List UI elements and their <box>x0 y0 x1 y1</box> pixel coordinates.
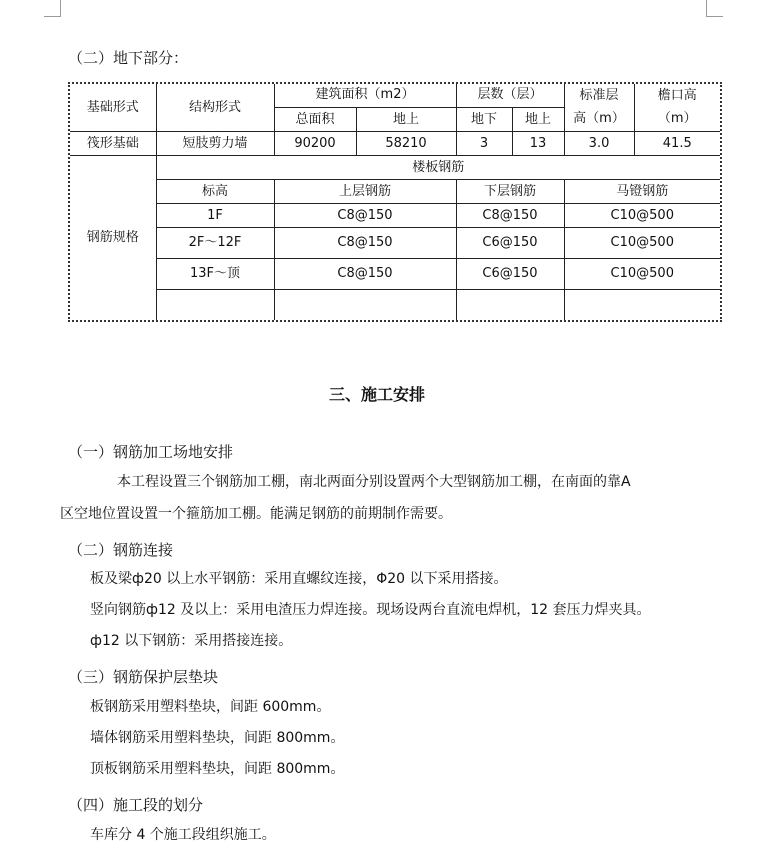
heading-construction-sections: （四）施工段的划分 <box>68 796 204 814</box>
header-under-floors: 地下 <box>456 107 512 131</box>
cell-elevation: 13F～顶 <box>156 259 274 290</box>
cell-under-floors: 3 <box>456 132 512 156</box>
cell-elevation: 2F～12F <box>156 228 274 259</box>
header-structure: 结构形式 <box>156 84 274 132</box>
paragraph-line: ф12 以下钢筋：采用搭接连接。 <box>90 633 293 649</box>
paragraph-line: 车库分 4 个施工段组织施工。 <box>90 827 276 843</box>
cell-eave: 41.5 <box>634 132 720 156</box>
table-row <box>70 228 720 259</box>
cell-elevation: 1F <box>156 204 274 228</box>
header-std-height-2: 高（m） <box>564 107 634 131</box>
paragraph-line: 板及梁ф20 以上水平钢筋：采用直螺纹连接，Φ20 以下采用搭接。 <box>90 571 508 587</box>
header-total-area: 总面积 <box>274 107 356 131</box>
paragraph-line: 区空地位置设置一个箍筋加工棚。能满足钢筋的前期制作需要。 <box>60 506 452 522</box>
page-corner-mark-right <box>706 0 723 17</box>
cell-upper-rebar: C8@150 <box>274 204 456 228</box>
table-row-empty <box>70 290 720 320</box>
header-lower-rebar: 下层钢筋 <box>456 180 564 204</box>
header-eave-2: （m） <box>634 107 720 131</box>
cell-structure: 短肢剪力墙 <box>156 132 274 156</box>
cell-upper-rebar: C8@150 <box>274 259 456 290</box>
header-area: 建筑面积（m2） <box>274 84 456 107</box>
cell-empty <box>456 290 564 320</box>
cell-lower-rebar: C6@150 <box>456 259 564 290</box>
building-info-table-frame <box>68 82 722 322</box>
cell-above-area: 58210 <box>356 132 456 156</box>
section-heading-underground: （二）地下部分： <box>68 49 189 67</box>
header-std-height-1: 标准层 <box>564 84 634 107</box>
paragraph-line: 本工程设置三个钢筋加工棚，南北两面分别设置两个大型钢筋加工棚，在南面的靠A <box>117 474 631 490</box>
table-row <box>70 259 720 290</box>
slab-rebar-header: 楼板钢筋 <box>156 156 720 180</box>
cell-empty <box>156 290 274 320</box>
heading-cover-spacer: （三）钢筋保护层垫块 <box>68 668 219 686</box>
header-eave-1: 檐口高 <box>634 84 720 107</box>
heading-rebar-connection: （二）钢筋连接 <box>68 541 174 559</box>
cell-chair-rebar: C10@500 <box>564 259 720 290</box>
chapter-title: 三、施工安排 <box>329 385 426 404</box>
cell-lower-rebar: C6@150 <box>456 228 564 259</box>
table-row <box>70 204 720 228</box>
cell-total-area: 90200 <box>274 132 356 156</box>
header-above-area: 地上 <box>356 107 456 131</box>
building-info-table <box>70 84 720 320</box>
cell-chair-rebar: C10@500 <box>564 228 720 259</box>
header-elevation: 标高 <box>156 180 274 204</box>
cell-lower-rebar: C8@150 <box>456 204 564 228</box>
header-upper-rebar: 上层钢筋 <box>274 180 456 204</box>
header-floors: 层数（层） <box>456 84 564 107</box>
page-corner-mark-left <box>44 0 61 17</box>
paragraph-line: 顶板钢筋采用塑料垫块，间距 800mm。 <box>90 761 345 777</box>
rebar-spec-label: 钢筋规格 <box>70 156 156 320</box>
cell-std-height: 3.0 <box>564 132 634 156</box>
header-above-floors: 地上 <box>512 107 564 131</box>
cell-empty <box>274 290 456 320</box>
paragraph-line: 板钢筋采用塑料垫块，间距 600mm。 <box>90 699 331 715</box>
heading-rebar-processing-site: （一）钢筋加工场地安排 <box>68 443 234 461</box>
paragraph-line: 墙体钢筋采用塑料垫块，间距 800mm。 <box>90 730 345 746</box>
cell-chair-rebar: C10@500 <box>564 204 720 228</box>
cell-foundation: 筏形基础 <box>70 132 156 156</box>
cell-upper-rebar: C8@150 <box>274 228 456 259</box>
paragraph-line: 竖向钢筋ф12 及以上：采用电渣压力焊连接。现场设两台直流电焊机，12 套压力焊夹具。 <box>90 602 651 618</box>
header-chair-rebar: 马镫钢筋 <box>564 180 720 204</box>
header-foundation: 基础形式 <box>70 84 156 132</box>
cell-above-floors: 13 <box>512 132 564 156</box>
cell-empty <box>564 290 720 320</box>
